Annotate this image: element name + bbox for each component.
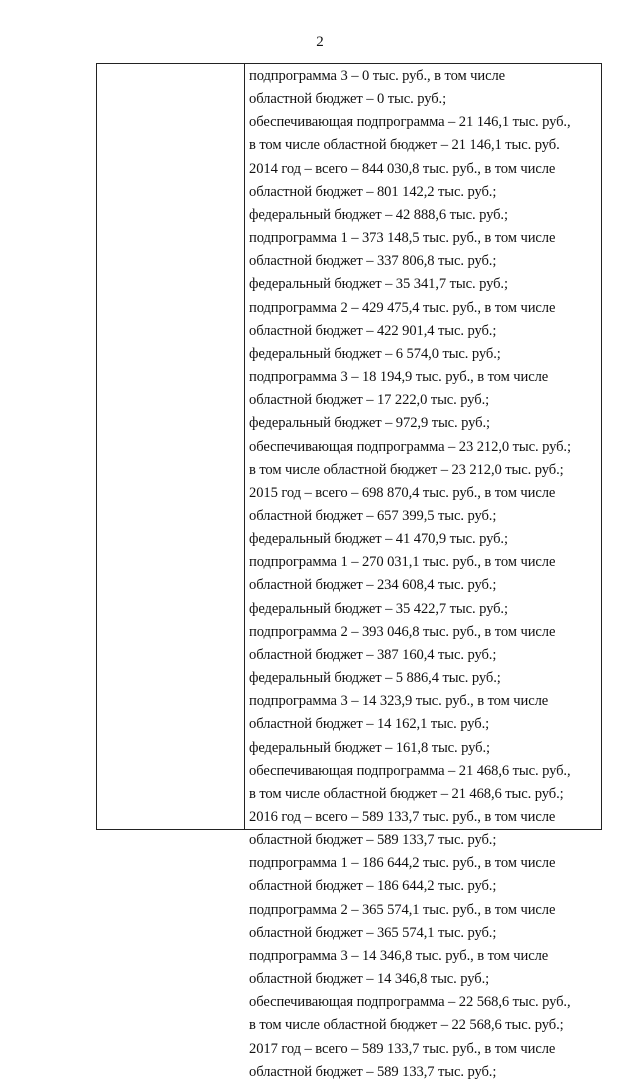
text-line: 2017 год – всего – 589 133,7 тыс. руб., в том числе <box>249 1040 556 1057</box>
text-line: 2014 год – всего – 844 030,8 тыс. руб., в том числе <box>249 160 556 177</box>
text-line: областной бюджет – 186 644,2 тыс. руб.; <box>249 878 497 895</box>
text-line: федеральный бюджет – 972,9 тыс. руб.; <box>249 415 490 432</box>
text-line: подпрограмма 3 – 18 194,9 тыс. руб., в том числе <box>249 369 549 386</box>
text-line: подпрограмма 2 – 365 574,1 тыс. руб., в том числе <box>249 901 556 918</box>
text-line: 2016 год – всего – 589 133,7 тыс. руб., в том числе <box>249 809 556 825</box>
page-number: 2 <box>316 34 324 50</box>
text-line: областной бюджет – 0 тыс. руб.; <box>249 91 447 108</box>
text-line: областной бюджет – 337 806,8 тыс. руб.; <box>249 253 497 270</box>
text-line: областной бюджет – 365 574,1 тыс. руб.; <box>249 924 497 941</box>
text-line: федеральный бюджет – 42 888,6 тыс. руб.; <box>249 206 508 223</box>
text-line: обеспечивающая подпрограмма – 21 468,6 тыс. руб., <box>249 762 571 779</box>
text-line: в том числе областной бюджет – 21 468,6 тыс. руб.; <box>249 785 564 802</box>
text-line: областной бюджет – 14 162,1 тыс. руб.; <box>249 716 490 733</box>
text-line: подпрограмма 3 – 14 346,8 тыс. руб., в том числе <box>249 947 549 964</box>
table-left-cell <box>97 64 245 829</box>
text-line: в том числе областной бюджет – 22 568,6 тыс. руб.; <box>249 1017 564 1034</box>
text-line: обеспечивающая подпрограмма – 21 146,1 тыс. руб., <box>249 114 571 131</box>
text-line: областной бюджет – 422 901,4 тыс. руб.; <box>249 322 497 339</box>
budget-table <box>96 63 602 1080</box>
text-line: обеспечивающая подпрограмма – 22 568,6 тыс. руб., <box>249 994 571 1011</box>
text-line: подпрограмма 1 – 186 644,2 тыс. руб., в том числе <box>249 855 556 872</box>
text-line: областной бюджет – 17 222,0 тыс. руб.; <box>249 392 490 409</box>
text-line: обеспечивающая подпрограмма – 23 212,0 тыс. руб.; <box>249 438 571 455</box>
text-line: подпрограмма 1 – 373 148,5 тыс. руб., в том числе <box>249 230 556 247</box>
text-line: 2015 год – всего – 698 870,4 тыс. руб., в том числе <box>249 484 556 501</box>
text-line: подпрограмма 2 – 429 475,4 тыс. руб., в том числе <box>249 299 556 316</box>
text-line: областной бюджет – 801 142,2 тыс. руб.; <box>249 183 497 200</box>
text-line: федеральный бюджет – 35 422,7 тыс. руб.; <box>249 600 508 617</box>
text-line: федеральный бюджет – 35 341,7 тыс. руб.; <box>249 276 508 293</box>
text-line: подпрограмма 2 – 393 046,8 тыс. руб., в том числе <box>249 623 556 640</box>
text-line: областной бюджет – 589 133,7 тыс. руб.; <box>249 1063 497 1080</box>
text-line: подпрограмма 3 – 0 тыс. руб., в том числе <box>249 68 506 84</box>
text-line: областной бюджет – 14 346,8 тыс. руб.; <box>249 971 490 988</box>
text-line: областной бюджет – 387 160,4 тыс. руб.; <box>249 646 497 663</box>
text-line: в том числе областной бюджет – 21 146,1 тыс. руб. <box>249 137 560 154</box>
text-line: подпрограмма 3 – 14 323,9 тыс. руб., в том числе <box>249 693 549 710</box>
text-line: областной бюджет – 589 133,7 тыс. руб.; <box>249 832 497 849</box>
text-line: федеральный бюджет – 5 886,4 тыс. руб.; <box>249 670 501 687</box>
text-line: в том числе областной бюджет – 23 212,0 тыс. руб.; <box>249 461 564 478</box>
text-line: подпрограмма 1 – 270 031,1 тыс. руб., в том числе <box>249 554 556 571</box>
text-line: федеральный бюджет – 6 574,0 тыс. руб.; <box>249 345 501 362</box>
text-line: областной бюджет – 234 608,4 тыс. руб.; <box>249 577 497 594</box>
table-right-cell <box>249 65 599 1084</box>
text-line: федеральный бюджет – 41 470,9 тыс. руб.; <box>249 531 508 548</box>
text-line: областной бюджет – 657 399,5 тыс. руб.; <box>249 507 497 524</box>
text-line: федеральный бюджет – 161,8 тыс. руб.; <box>249 739 490 756</box>
